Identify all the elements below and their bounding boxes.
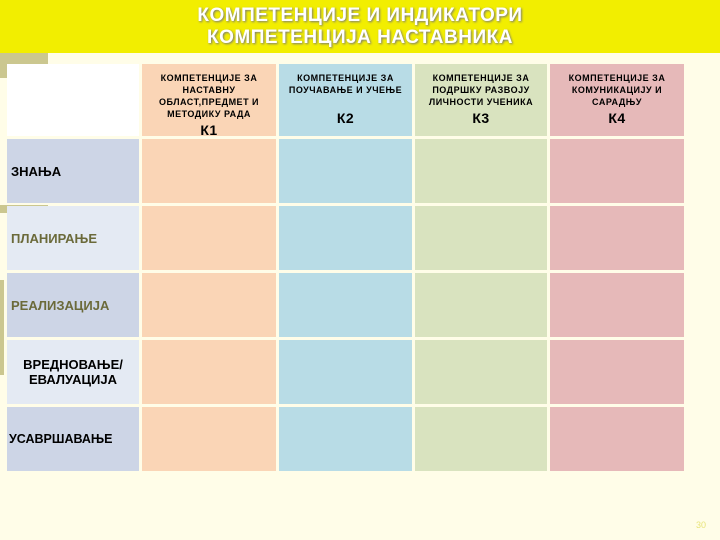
cell [415, 206, 547, 270]
row-label-planiranje: ПЛАНИРАЊЕ [7, 206, 139, 270]
cell [279, 273, 412, 337]
row-label-vrednovanje: ВРЕДНОВАЊЕ/ ЕВАЛУАЦИЈА [7, 340, 139, 404]
cell [550, 407, 684, 471]
header-text: КОМПЕТЕНЦИЈЕ ЗА КОМУНИКАЦИЈУ И САРАДЊУ [568, 73, 666, 107]
title-line-2: КОМПЕТЕНЦИЈА НАСТАВНИКА [207, 27, 513, 48]
header-text: КОМПЕТЕНЦИЈЕ ЗА ПОУЧАВАЊЕ И УЧЕЊЕ [288, 73, 403, 95]
cell [279, 139, 412, 203]
header-text: КОМПЕТЕНЦИЈЕ ЗА НАСТАВНУ ОБЛАСТ,ПРЕДМЕТ И МЕТОДИКУ РАДА [158, 73, 260, 119]
header-code: К1 [200, 122, 218, 138]
row-label-realizacija: РЕАЛИЗАЦИЈА [7, 273, 139, 337]
cell [415, 340, 547, 404]
cell [279, 340, 412, 404]
slide-title [0, 0, 720, 53]
cell [279, 206, 412, 270]
cell [550, 340, 684, 404]
column-header-k1 [142, 64, 276, 136]
header-code: К3 [472, 110, 490, 126]
cell [415, 273, 547, 337]
cell [415, 407, 547, 471]
cell [142, 206, 276, 270]
header-code: К4 [608, 110, 626, 126]
column-header-k4 [550, 64, 684, 136]
cell [142, 340, 276, 404]
cell [279, 407, 412, 471]
page-number: 30 [695, 520, 706, 530]
competency-table [4, 61, 687, 474]
column-header-k2 [279, 64, 412, 136]
row-label-usavrsavanje: УСАВРШАВАЊЕ [7, 407, 139, 471]
cell [550, 206, 684, 270]
column-header-k3 [415, 64, 547, 136]
cell [142, 407, 276, 471]
cell [142, 273, 276, 337]
row-label-znanja: ЗНАЊА [7, 139, 139, 203]
cell [550, 273, 684, 337]
cell [415, 139, 547, 203]
header-code: К2 [336, 110, 355, 126]
cell [142, 139, 276, 203]
header-text: КОМПЕТЕНЦИЈЕ ЗА ПОДРШКУ РАЗВОЈУ ЛИЧНОСТИ УЧЕНИКА [428, 73, 534, 107]
title-line-1: КОМПЕТЕНЦИЈЕ И ИНДИКАТОРИ [197, 5, 523, 26]
corner-cell [7, 64, 139, 136]
cell [550, 139, 684, 203]
